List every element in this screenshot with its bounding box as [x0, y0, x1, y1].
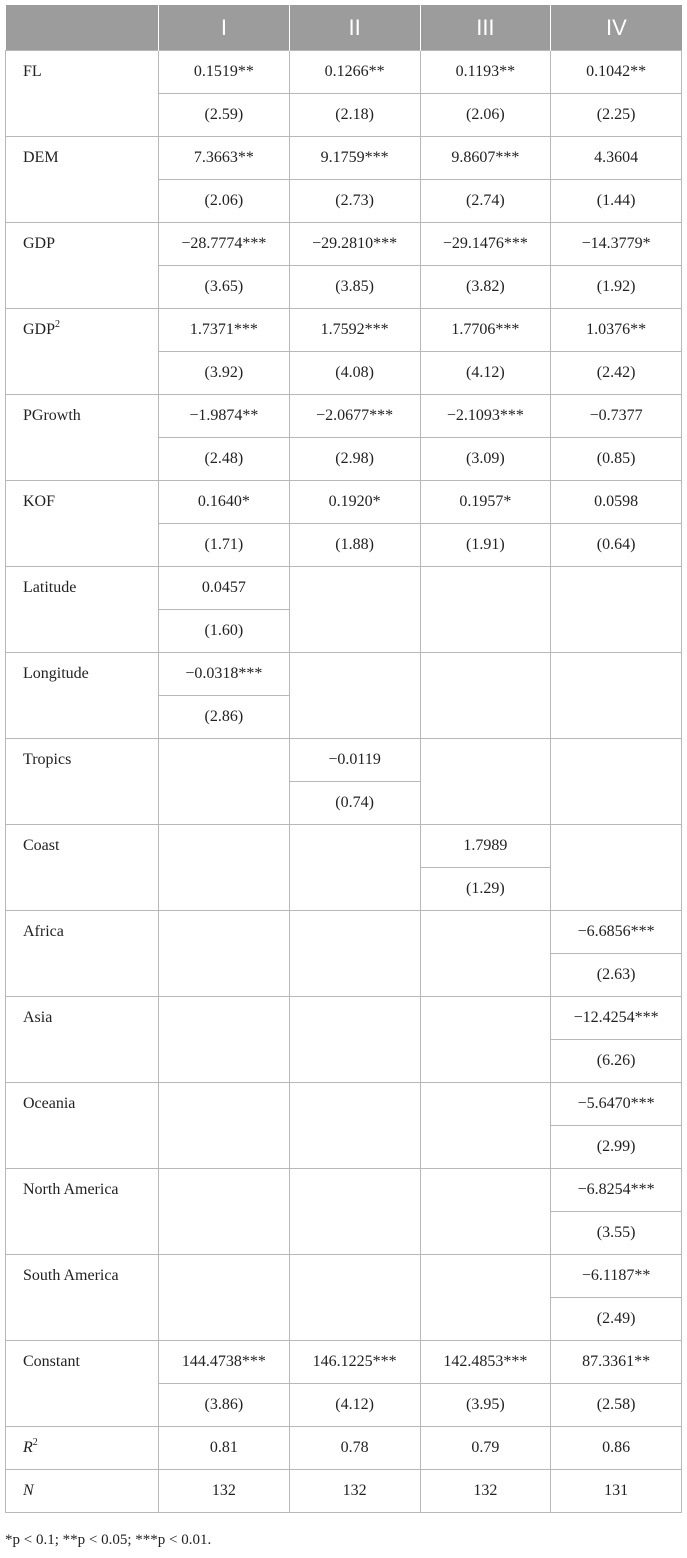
table-row — [6, 1083, 682, 1126]
coefficient-cell: 0.1266** — [289, 51, 420, 94]
stat-value-cell: 0.86 — [551, 1427, 682, 1470]
empty-cell — [289, 1255, 420, 1341]
footnote-text: *p < 0.1; **p < 0.05; ***p < 0.01. — [5, 1532, 212, 1548]
coefficient-cell: −28.7774*** — [159, 223, 290, 266]
variable-name: Oceania — [23, 1095, 76, 1112]
coefficient-cell: 1.7371*** — [159, 309, 290, 352]
coefficient-cell: 142.4853*** — [420, 1341, 551, 1384]
table-row — [6, 911, 682, 954]
empty-cell — [159, 825, 290, 911]
tstat-cell: (2.86) — [159, 696, 290, 739]
stat-value-cell: 131 — [551, 1470, 682, 1513]
tstat-cell: (3.92) — [159, 352, 290, 395]
coefficient-cell: −12.4254*** — [551, 997, 682, 1040]
table-row — [6, 825, 682, 868]
variable-name-cell — [6, 1169, 159, 1255]
table-row — [6, 1341, 682, 1384]
header-col-i: I — [159, 5, 290, 51]
variable-name: Asia — [23, 1009, 53, 1026]
tstat-cell: (2.74) — [420, 180, 551, 223]
tstat-cell: (2.63) — [551, 954, 682, 997]
empty-cell — [420, 739, 551, 825]
tstat-cell: (1.60) — [159, 610, 290, 653]
empty-cell — [289, 825, 420, 911]
tstat-cell: (2.98) — [289, 438, 420, 481]
tstat-cell: (2.58) — [551, 1384, 682, 1427]
tstat-cell: (0.74) — [289, 782, 420, 825]
variable-name-cell — [6, 1341, 159, 1427]
empty-cell — [159, 1083, 290, 1169]
variable-name-cell — [6, 567, 159, 653]
tstat-cell: (0.64) — [551, 524, 682, 567]
stat-name-cell — [6, 1427, 159, 1470]
variable-name-cell — [6, 223, 159, 309]
table-row — [6, 1255, 682, 1298]
coefficient-cell: −29.1476*** — [420, 223, 551, 266]
coefficient-cell: 0.1042** — [551, 51, 682, 94]
variable-name-cell — [6, 825, 159, 911]
tstat-cell: (4.12) — [289, 1384, 420, 1427]
header-col-iv: IV — [551, 5, 682, 51]
table-row — [6, 567, 682, 610]
empty-cell — [551, 739, 682, 825]
coefficient-cell: −6.8254*** — [551, 1169, 682, 1212]
stat-value-cell: 0.79 — [420, 1427, 551, 1470]
table-row — [6, 481, 682, 524]
tstat-cell: (3.82) — [420, 266, 551, 309]
regression-table — [5, 5, 682, 1513]
variable-name: KOF — [23, 493, 56, 510]
tstat-cell: (4.12) — [420, 352, 551, 395]
coefficient-cell: 1.7592*** — [289, 309, 420, 352]
coefficient-cell: 9.1759*** — [289, 137, 420, 180]
empty-cell — [551, 653, 682, 739]
coefficient-cell: 1.7989 — [420, 825, 551, 868]
variable-name: Coast — [23, 837, 60, 854]
stat-value-cell: 132 — [289, 1470, 420, 1513]
variable-name-cell — [6, 309, 159, 395]
variable-name-cell — [6, 739, 159, 825]
coefficient-cell: 0.1640* — [159, 481, 290, 524]
table-row — [6, 997, 682, 1040]
tstat-cell: (3.65) — [159, 266, 290, 309]
stat-name-cell — [6, 1470, 159, 1513]
stat-value-cell: 0.81 — [159, 1427, 290, 1470]
stat-row — [6, 1470, 682, 1513]
coefficient-cell: 0.0598 — [551, 481, 682, 524]
tstat-cell: (1.29) — [420, 868, 551, 911]
variable-name: Africa — [23, 923, 64, 940]
header-col-iii: III — [420, 5, 551, 51]
variable-name-cell — [6, 137, 159, 223]
coefficient-cell: 146.1225*** — [289, 1341, 420, 1384]
variable-name: Constant — [23, 1353, 80, 1370]
tstat-cell: (6.26) — [551, 1040, 682, 1083]
empty-cell — [289, 1169, 420, 1255]
table-row — [6, 395, 682, 438]
coefficient-cell: −6.1187** — [551, 1255, 682, 1298]
tstat-cell: (1.88) — [289, 524, 420, 567]
variable-name-cell — [6, 1083, 159, 1169]
tstat-cell: (2.06) — [420, 94, 551, 137]
variable-name: Tropics — [23, 751, 72, 768]
coefficient-cell: −2.0677*** — [289, 395, 420, 438]
variable-name: Latitude — [23, 579, 77, 596]
coefficient-cell: −29.2810*** — [289, 223, 420, 266]
coefficient-cell: −14.3779* — [551, 223, 682, 266]
table-row — [6, 1169, 682, 1212]
variable-name: GDP — [23, 321, 56, 338]
tstat-cell: (2.73) — [289, 180, 420, 223]
empty-cell — [159, 911, 290, 997]
variable-name-cell — [6, 1255, 159, 1341]
coefficient-cell: 1.0376** — [551, 309, 682, 352]
table-body — [6, 51, 682, 1513]
coefficient-cell: −1.9874** — [159, 395, 290, 438]
variable-name-cell — [6, 653, 159, 739]
stat-value-cell: 132 — [420, 1470, 551, 1513]
coefficient-cell: −6.6856*** — [551, 911, 682, 954]
empty-cell — [551, 567, 682, 653]
tstat-cell: (4.08) — [289, 352, 420, 395]
coefficient-cell: 7.3663** — [159, 137, 290, 180]
tstat-cell: (1.91) — [420, 524, 551, 567]
coefficient-cell: −5.6470*** — [551, 1083, 682, 1126]
tstat-cell: (1.92) — [551, 266, 682, 309]
stat-value-cell: 0.78 — [289, 1427, 420, 1470]
empty-cell — [420, 1083, 551, 1169]
empty-cell — [420, 653, 551, 739]
empty-cell — [159, 997, 290, 1083]
coefficient-cell: 0.1957* — [420, 481, 551, 524]
tstat-cell: (3.85) — [289, 266, 420, 309]
table-row — [6, 653, 682, 696]
table-row — [6, 739, 682, 782]
table-row — [6, 223, 682, 266]
stat-row — [6, 1427, 682, 1470]
coefficient-cell: 0.0457 — [159, 567, 290, 610]
tstat-cell: (2.99) — [551, 1126, 682, 1169]
empty-cell — [289, 911, 420, 997]
table-row — [6, 309, 682, 352]
variable-name-cell — [6, 395, 159, 481]
table-row — [6, 137, 682, 180]
coefficient-cell: −0.7377 — [551, 395, 682, 438]
variable-name-cell — [6, 51, 159, 137]
stat-value-cell: 132 — [159, 1470, 290, 1513]
tstat-cell: (2.59) — [159, 94, 290, 137]
empty-cell — [420, 911, 551, 997]
tstat-cell: (2.48) — [159, 438, 290, 481]
coefficient-cell: −0.0119 — [289, 739, 420, 782]
empty-cell — [551, 825, 682, 911]
tstat-cell: (2.25) — [551, 94, 682, 137]
empty-cell — [420, 997, 551, 1083]
stat-superscript: 2 — [32, 1436, 38, 1448]
coefficient-cell: 87.3361** — [551, 1341, 682, 1384]
empty-cell — [289, 567, 420, 653]
tstat-cell: (2.06) — [159, 180, 290, 223]
variable-superscript: 2 — [55, 318, 61, 330]
variable-name: PGrowth — [23, 407, 81, 424]
empty-cell — [420, 1169, 551, 1255]
empty-cell — [420, 1255, 551, 1341]
variable-name: FL — [23, 63, 42, 80]
variable-name: GDP — [23, 235, 56, 252]
tstat-cell: (2.49) — [551, 1298, 682, 1341]
tstat-cell: (3.95) — [420, 1384, 551, 1427]
variable-name: Longitude — [23, 665, 89, 682]
tstat-cell: (2.42) — [551, 352, 682, 395]
empty-cell — [420, 567, 551, 653]
coefficient-cell: 144.4738*** — [159, 1341, 290, 1384]
tstat-cell: (3.55) — [551, 1212, 682, 1255]
tstat-cell: (0.85) — [551, 438, 682, 481]
table-row — [6, 51, 682, 94]
tstat-cell: (1.44) — [551, 180, 682, 223]
variable-name-cell — [6, 911, 159, 997]
coefficient-cell: 0.1193** — [420, 51, 551, 94]
tstat-cell: (3.09) — [420, 438, 551, 481]
coefficient-cell: 0.1920* — [289, 481, 420, 524]
coefficient-cell: 4.3604 — [551, 137, 682, 180]
coefficient-cell: −0.0318*** — [159, 653, 290, 696]
stat-name: N — [23, 1482, 34, 1499]
variable-name-cell — [6, 997, 159, 1083]
variable-name: South America — [23, 1267, 119, 1284]
coefficient-cell: 1.7706*** — [420, 309, 551, 352]
variable-name: DEM — [23, 149, 59, 166]
empty-cell — [159, 739, 290, 825]
header-row — [6, 5, 682, 51]
header-col-ii: II — [289, 5, 420, 51]
variable-name: North America — [23, 1181, 119, 1198]
empty-cell — [159, 1255, 290, 1341]
empty-cell — [159, 1169, 290, 1255]
tstat-cell: (3.86) — [159, 1384, 290, 1427]
empty-cell — [289, 1083, 420, 1169]
tstat-cell: (1.71) — [159, 524, 290, 567]
variable-name-cell — [6, 481, 159, 567]
tstat-cell: (2.18) — [289, 94, 420, 137]
significance-footnote — [5, 1532, 211, 1549]
header-empty — [6, 5, 159, 51]
coefficient-cell: −2.1093*** — [420, 395, 551, 438]
empty-cell — [289, 997, 420, 1083]
coefficient-cell: 9.8607*** — [420, 137, 551, 180]
stat-name: R — [23, 1439, 33, 1456]
empty-cell — [289, 653, 420, 739]
coefficient-cell: 0.1519** — [159, 51, 290, 94]
